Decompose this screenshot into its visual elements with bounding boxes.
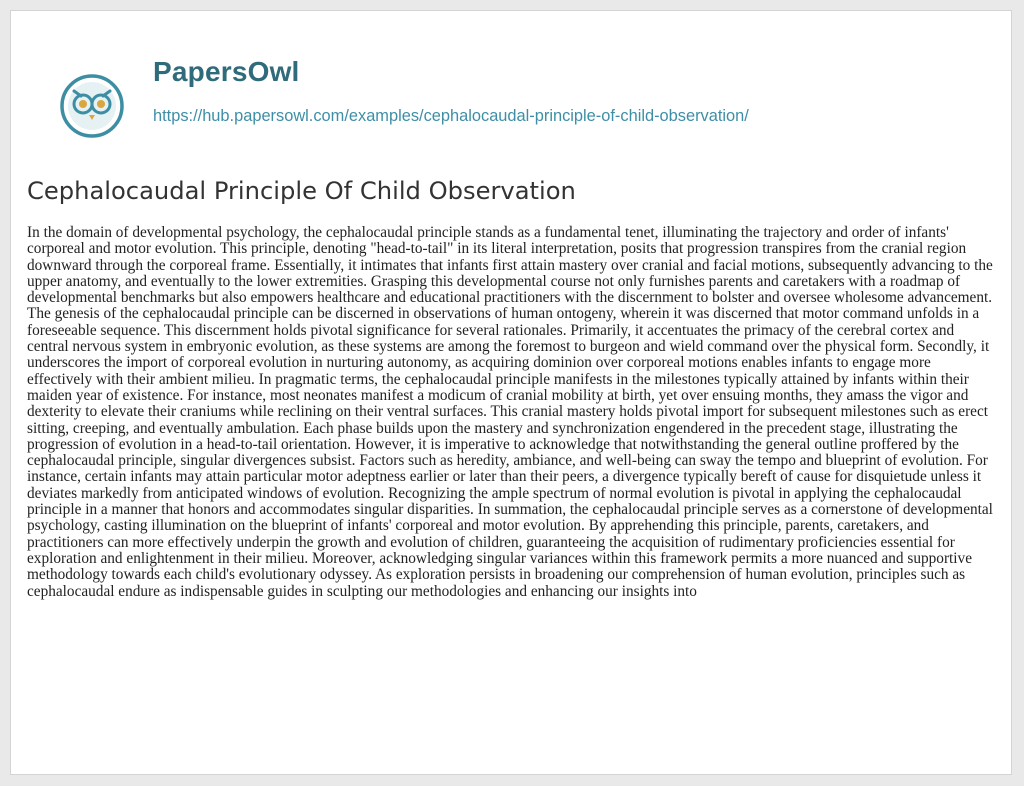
page-bottom-margin xyxy=(0,776,1024,786)
page-header xyxy=(11,11,1011,161)
brand-name: PapersOwl xyxy=(153,56,300,87)
page-title: Cephalocaudal Principle Of Child Observation xyxy=(27,177,576,205)
document-page xyxy=(10,10,1012,775)
owl-logo-icon xyxy=(59,73,125,139)
article-body: In the domain of developmental psychology, the cephalocaudal principle stands as a fundamental tenet, illuminating the trajectory and order of infants' corporeal and motor evolution. This principle, denoting "head-to-tail" in its literal interpretation, posits that progression transpires from the cranial region downward through the corporeal frame. Essentially, it intimates that infants first attain mastery over cranial and facial motions, subsequently advancing to the upper anatomy, and eventually to the lower extremities. Grasping this developmental course not only furnishes parents and caretakers with a roadmap of developmental benchmarks but also empowers healthcare and educational practitioners with the discernment to bolster and oversee wholesome advancement. The genesis of the cephalocaudal principle can be discerned in observations of human ontogeny, wherein it was discerned that motor command unfolds in a foreseeable sequence. This discernment holds pivotal significance for several rationales. Primarily, it accentuates the primacy of the cerebral cortex and central nervous system in embryonic evolution, as these systems are among the foremost to burgeon and wield command over the physical form. Secondly, it underscores the import of corporeal evolution in nurturing autonomy, as acquiring dominion over corporeal motions enables infants to engage more effectively with their ambient milieu. In pragmatic terms, the cephalocaudal principle manifests in the milestones typically attained by infants within their maiden year of existence. For instance, most neonates manifest a modicum of cranial mobility at birth, yet over ensuing months, they amass the vigor and dexterity to elevate their craniums while reclining on their ventral surfaces. This cranial mastery holds pivotal import for subsequent milestones such as erect sitting, creeping, and eventually ambulation. Each phase builds upon the mastery and synchronization engendered in the precedent stage, illustrating the progression of evolution in a head-to-tail orientation. However, it is imperative to acknowledge that notwithstanding the general outline proffered by the cephalocaudal principle, singular divergences subsist. Factors such as heredity, ambiance, and well-being can sway the tempo and blueprint of evolution. For instance, certain infants may attain particular motor adeptness earlier or later than their peers, a divergence typically bereft of cause for disquietude unless it deviates markedly from anticipated windows of evolution. Recognizing the ample spectrum of normal evolution is pivotal in applying the cephalocaudal principle in a manner that honors and accommodates singular disparities. In summation, the cephalocaudal principle serves as a cornerstone of developmental psychology, casting illumination on the blueprint of infants' corporeal and motor evolution. By apprehending this principle, parents, caretakers, and practitioners can more effectively underpin the growth and evolution of children, guaranteeing the acquisition of rudimentary proficiencies essential for exploration and enlightenment in their milieu. Moreover, acknowledging singular variances within this framework permits a more nuanced and supportive methodology towards each child's evolutionary odyssey. As exploration persists in broadening our comprehension of human evolution, principles such as cephalocaudal endure as indispensable guides in sculpting our methodologies and enhancing our insights into xyxy=(27,224,993,600)
source-url-link[interactable]: https://hub.papersowl.com/examples/cephalocaudal-principle-of-child-observation/ xyxy=(153,107,749,125)
